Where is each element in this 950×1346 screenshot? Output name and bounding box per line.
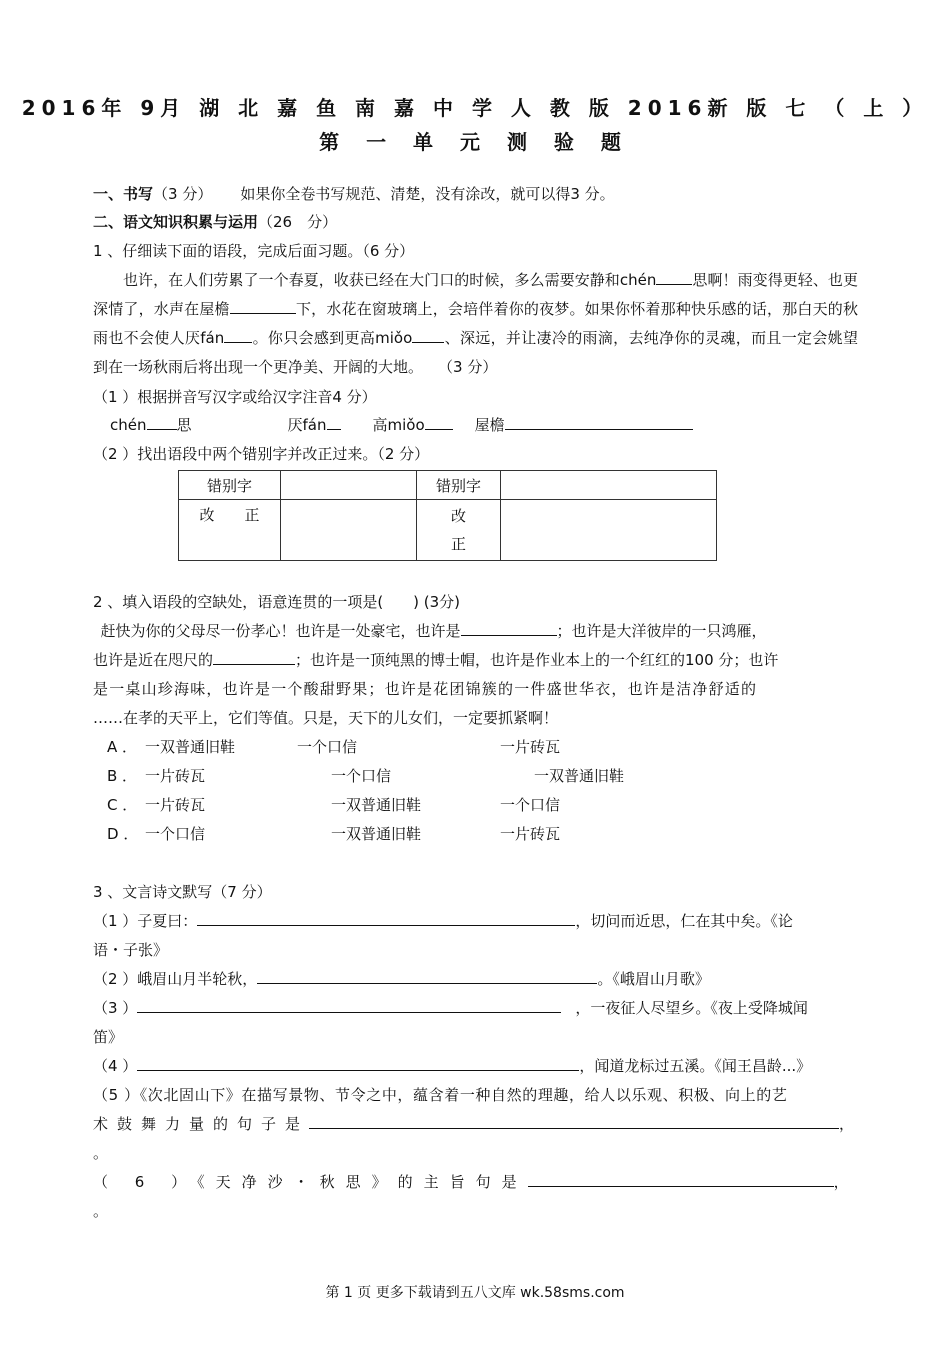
q3-line-5-cont: 术鼓舞力量的句子是 ， xyxy=(93,1110,858,1138)
q3-intro: 3 、文言诗文默写（7 分） xyxy=(93,883,272,901)
q1-passage-text: 。你只会感到更高miǒo xyxy=(252,329,413,347)
blank[interactable] xyxy=(230,297,296,314)
word-3: 高miǒo xyxy=(372,416,425,434)
q3-line-1: （1 ）子夏曰： ，切问而近思，仁在其中矣。《论 xyxy=(93,907,858,935)
section-1-score: （3 分） xyxy=(153,185,213,203)
blank[interactable] xyxy=(137,1054,579,1071)
blank[interactable] xyxy=(505,413,693,430)
option-b[interactable]: B ． 一片砖瓦 一个口信 一双普通旧鞋 xyxy=(107,767,625,785)
q2-passage-3: 是一桌山珍海味，也许是一个酸甜野果；也许是花团锦簇的一件盛世华衣，也许是洁净舒适的 xyxy=(93,680,758,698)
word-4: 屋檐 xyxy=(474,416,505,434)
q2-text: 赶快为你的父母尽一份孝心！也许是一处豪宅，也许是 xyxy=(100,622,461,640)
table-cell[interactable] xyxy=(501,471,717,500)
blank[interactable] xyxy=(425,413,453,430)
table-header: 错别字 xyxy=(417,471,501,500)
table-header: 错别字 xyxy=(179,471,281,500)
title-line-2: 第 一 单 元 测 验 题 xyxy=(319,130,631,154)
word-2: 厌fán xyxy=(287,416,327,434)
q3-line-4: （4 ） ，闻道龙标过五溪。《闻王昌龄...》 xyxy=(93,1052,858,1080)
section-1 xyxy=(93,180,858,208)
q3-line-6-end: 。 xyxy=(93,1202,109,1220)
q2-passage-2 xyxy=(93,646,858,675)
blank[interactable] xyxy=(309,1112,839,1129)
option-a[interactable]: A ． 一双普通旧鞋 一个口信 一片砖瓦 xyxy=(107,738,561,756)
q1-sub2: （2 ）找出语段中两个错别字并改正过来。（2 分） xyxy=(93,445,430,463)
blank[interactable] xyxy=(528,1170,834,1187)
blank[interactable] xyxy=(257,967,597,984)
q3-line-5-end: 。 xyxy=(93,1144,109,1162)
option-c[interactable]: C ． 一片砖瓦 一双普通旧鞋 一个口信 xyxy=(107,796,561,814)
q1-passage-text: 思啊！雨变得更轻、也更深情了，水声在屋檐 xyxy=(93,271,858,318)
q3-line-1-cont: 语・子张》 xyxy=(93,941,169,959)
q3-line-3: （3 ） ，一夜征人尽望乡。《夜上受降城闻 xyxy=(93,994,858,1022)
q2-passage-4: ……在孝的天平上，它们等值。只是，天下的儿女们，一定要抓紧啊！ xyxy=(93,709,559,727)
section-2-label: 二、语文知识积累与运用 xyxy=(93,213,259,231)
section-1-label: 一、书写 xyxy=(93,185,154,203)
blank[interactable] xyxy=(224,326,252,343)
blank[interactable] xyxy=(213,648,295,665)
table-cell[interactable] xyxy=(281,500,417,561)
q1-passage-text: 、深远，并让凄冷的雨滴，去纯净你的灵魂，而且一定会姚望到在一场秋雨后将出现一个更净美、开阔的大地。 xyxy=(93,329,859,376)
table-cell[interactable] xyxy=(501,500,717,561)
blank[interactable] xyxy=(412,326,444,343)
blank[interactable] xyxy=(147,413,177,430)
option-d[interactable]: D ． 一个口信 一双普通旧鞋 一片砖瓦 xyxy=(107,825,561,843)
section-2 xyxy=(93,208,858,236)
q3-line-6: （ 6 ）《天净沙・秋思》的主旨句是 ， xyxy=(93,1168,858,1196)
q3-line-3-cont: 笛》 xyxy=(93,1028,124,1046)
word-1-char: 思 xyxy=(176,416,192,434)
q1-words xyxy=(110,411,875,439)
blank[interactable] xyxy=(656,268,692,285)
q2-passage xyxy=(93,617,858,646)
q1-passage-score: （3 分） xyxy=(445,358,498,376)
blank[interactable] xyxy=(461,619,557,636)
error-correction-table xyxy=(178,470,717,561)
q1-intro: 1 、仔细读下面的语段，完成后面习题。（6 分） xyxy=(93,242,415,260)
table-cell[interactable] xyxy=(281,471,417,500)
title-line-1: 2016年 9月 湖 北 嘉 鱼 南 嘉 中 学 人 教 版 2016新 版 七 （ 上 ） xyxy=(21,96,929,120)
blank[interactable] xyxy=(327,413,341,430)
q3-line-2: （2 ）峨眉山月半轮秋， 。《峨眉山月歌》 xyxy=(93,965,858,993)
q1-passage xyxy=(93,266,858,382)
table-header: 改 正 xyxy=(179,500,281,561)
q2-text: ；也许是一顶纯黑的博士帽，也许是作业本上的一个红红的100 分；也许 xyxy=(295,651,779,669)
q2-text: 也许是近在咫尺的 xyxy=(93,651,214,669)
q2-text: ；也许是大洋彼岸的一只鸿雁， xyxy=(556,622,767,640)
q1-passage-text: 也许，在人们劳累了一个春夏，收获已经在大门口的时候，多么需要安静和chén xyxy=(123,271,657,289)
section-2-score: （26 分） xyxy=(258,213,338,231)
q2-intro: 2 、填入语段的空缺处，语意连贯的一项是( ) (3分) xyxy=(93,593,461,611)
section-1-text: 如果你全卷书写规范、清楚，没有涂改，就可以得3 分。 xyxy=(240,185,615,203)
q1-sub1: （1 ）根据拼音写汉字或给汉字注音4 分） xyxy=(93,388,377,406)
table-header: 改 正 xyxy=(417,500,501,561)
page-footer: 第 1 页 更多下载请到五八文库 wk.58sms.com xyxy=(325,1285,625,1301)
q1-passage-text: 下，水花在窗玻璃上，会培伴着你的夜梦。如果你怀着那种快乐感的话，那白天的秋雨也不会使人厌fán xyxy=(93,300,858,347)
word-1: chén xyxy=(110,416,147,434)
q3-line-5: （5 ）《次北固山下》在描写景物、节令之中，蕴含着一种自然的理趣，给人以乐观、积极、向上的艺 xyxy=(93,1086,788,1104)
blank[interactable] xyxy=(137,996,561,1013)
blank[interactable] xyxy=(197,909,575,926)
